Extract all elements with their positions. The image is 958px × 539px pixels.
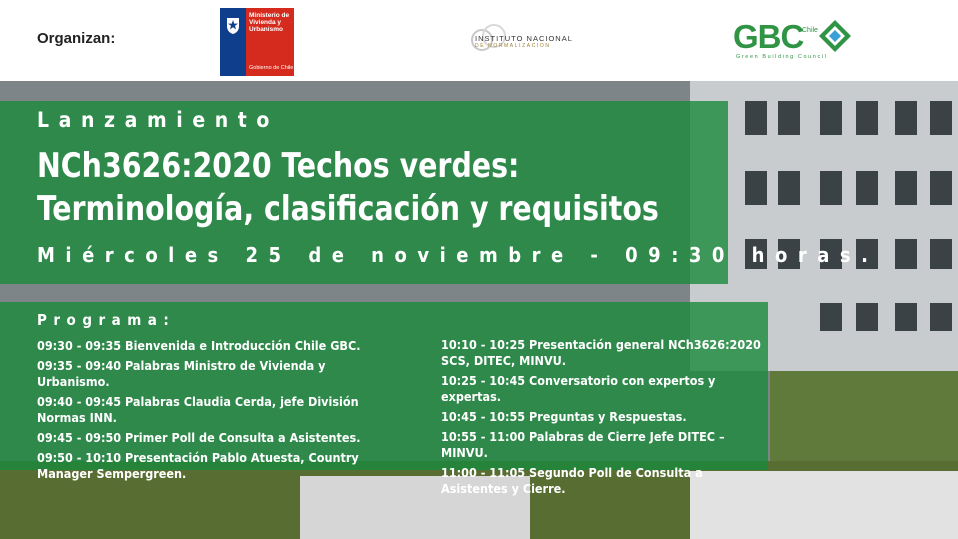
minvu-logo <box>220 8 294 76</box>
gbc-letters: GBC <box>733 18 804 55</box>
program-item: 09:50 - 10:10 Presentación Pablo Atuesta, Country Manager Sempergreen. <box>37 450 359 481</box>
program-heading: Programa: <box>37 311 176 329</box>
inn-name-line-1: INSTITUTO NACIONAL <box>475 34 573 43</box>
minvu-line-1: Ministerio de <box>249 12 290 19</box>
program-item: 10:55 - 11:00 Palabras de Cierre Jefe DITEC – MINVU. <box>441 429 725 460</box>
gbc-diamond-icon <box>817 18 853 54</box>
minvu-logo-text <box>249 12 289 33</box>
minvu-line-3: Urbanismo <box>249 26 283 33</box>
gbc-tagline: Green Building Council <box>736 54 828 60</box>
event-kicker: Lanzamiento <box>37 108 280 132</box>
organizers-label: Organizan: <box>37 30 116 47</box>
coat-of-arms-icon <box>223 14 243 36</box>
program-item: 10:45 - 10:55 Preguntas y Respuestas. <box>441 409 687 424</box>
inn-name-line-2: DE NORMALIZACION <box>475 43 551 49</box>
program-column-right <box>441 337 771 501</box>
event-title-line-1: NCh3626:2020 Techos verdes: <box>37 146 520 186</box>
event-date: Miércoles 25 de noviembre - 09:30 horas. <box>37 243 879 267</box>
program-item: 09:35 - 09:40 Palabras Ministro de Vivienda y Urbanismo. <box>37 358 326 389</box>
header-bar <box>0 0 958 81</box>
program-item: 10:25 - 10:45 Conversatorio con expertos y expertas. <box>441 373 716 404</box>
minvu-line-2: Vivienda y <box>249 19 282 26</box>
event-title-line-2: Terminología, clasificación y requisitos <box>37 189 659 229</box>
gbc-country: Chile <box>802 27 818 34</box>
inn-logo <box>470 22 600 56</box>
gbc-logo <box>733 16 853 64</box>
program-item: 09:30 - 09:35 Bienvenida e Introducción Chile GBC. <box>37 338 361 353</box>
program-column-left <box>37 338 392 486</box>
program-item: 09:40 - 09:45 Palabras Claudia Cerda, jefe División Normas INN. <box>37 394 359 425</box>
program-item: 09:45 - 09:50 Primer Poll de Consulta a Asistentes. <box>37 430 361 445</box>
program-item: 11:00 - 11:05 Segundo Poll de Consulta a Asistentes y Cierre. <box>441 465 703 496</box>
program-item: 10:10 - 10:25 Presentación general NCh3626:2020 SCS, DITEC, MINVU. <box>441 337 761 368</box>
minvu-footer: Gobierno de Chile <box>249 65 294 71</box>
